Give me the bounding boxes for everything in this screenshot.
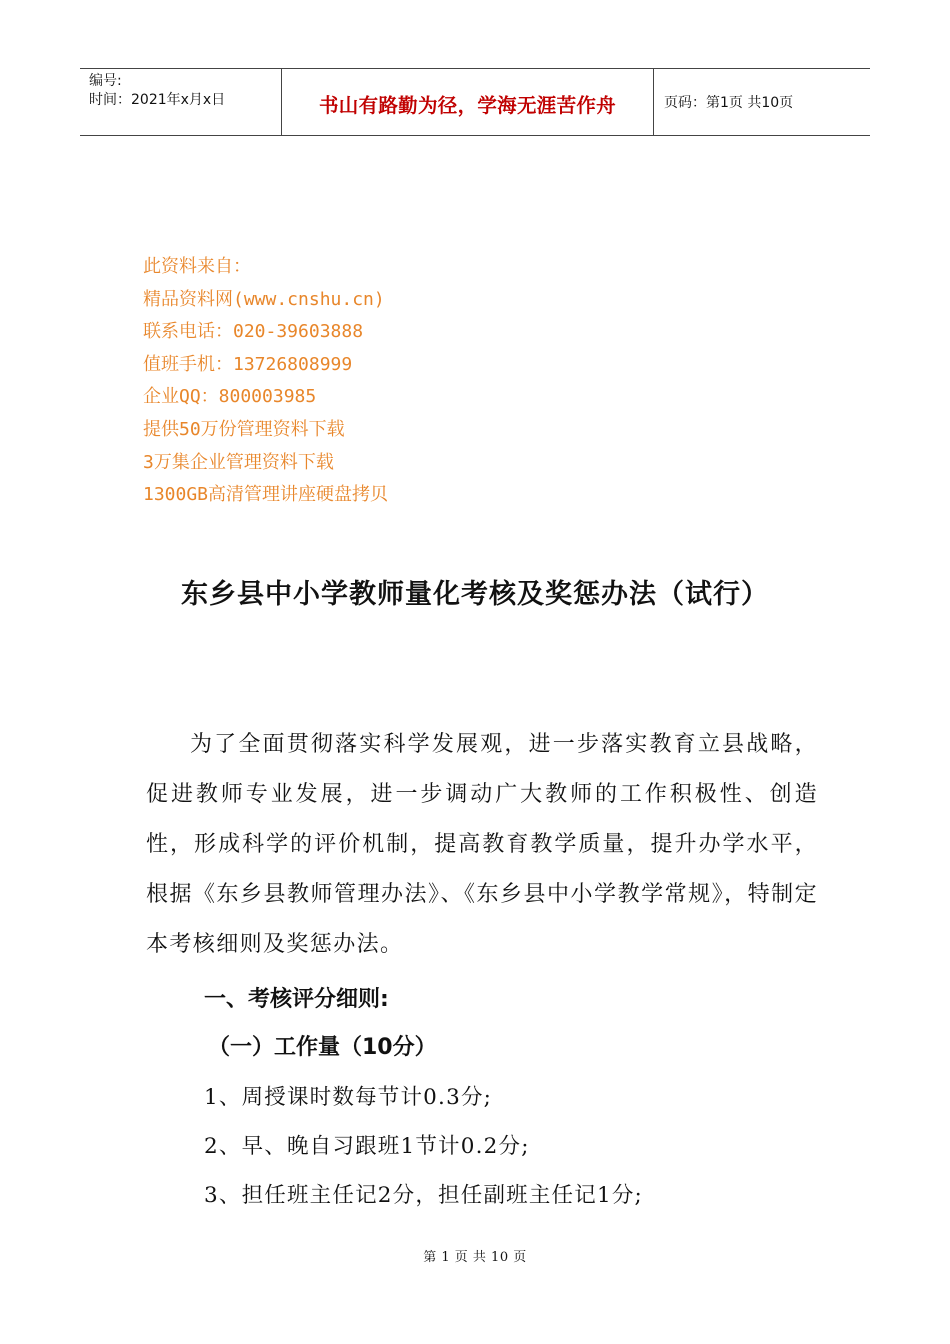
document-date-label: 时间：2021年x月x日: [89, 92, 226, 108]
source-info-line: 此资料来自：: [143, 256, 251, 277]
source-info-block: [143, 251, 388, 512]
page-footer: 第 1 页 共 10 页: [423, 1250, 527, 1265]
source-info-line: 1300GB高清管理讲座硬盘拷贝: [143, 484, 389, 506]
list-item: 3、担任班主任记2分，担任副班主任记1分;: [204, 1183, 643, 1208]
document-title: 东乡县中小学教师量化考核及奖惩办法（试行）: [181, 579, 769, 610]
document-number-label: 编号:: [89, 73, 122, 89]
intro-paragraph: 为了全面贯彻落实科学发展观，进一步落实教育立县战略，促进教师专业发展，进一步调动广大教师的工作积极性、创造性，形成科学的评价机制，提高教育教学质量，提升办学水平，根据《东乡县教师管理办法》、《东乡县中小学教学常规》，特制定本考核细则及奖惩办法。: [146, 732, 818, 957]
source-info-line: 3万集企业管理资料下载: [143, 451, 334, 473]
header-middle-cell: [282, 69, 654, 135]
header-motto: 书山有路勤为径，学海无涯苦作舟: [318, 94, 616, 117]
header-right-cell: [654, 69, 870, 135]
source-info-line: 提供50万份管理资料下载: [143, 418, 345, 440]
source-info-qq: 企业QQ：800003985: [143, 386, 317, 408]
header-left-cell: [80, 69, 282, 135]
list-item: 2、早、晚自习跟班1节计0.2分;: [204, 1134, 530, 1159]
subsection-heading: （一）工作量（10分）: [208, 1035, 437, 1060]
header-table: [80, 68, 870, 136]
header-page-label: 页码：第1页 共10页: [664, 95, 794, 111]
source-info-website: 精品资料网(www.cnshu.cn): [143, 288, 385, 310]
list-item: 1、周授课时数每节计0.3分;: [204, 1085, 493, 1110]
section-heading: 一、考核评分细则:: [204, 987, 389, 1012]
source-info-mobile: 值班手机：13726808999: [143, 353, 353, 375]
source-info-phone: 联系电话：020-39603888: [143, 321, 364, 343]
